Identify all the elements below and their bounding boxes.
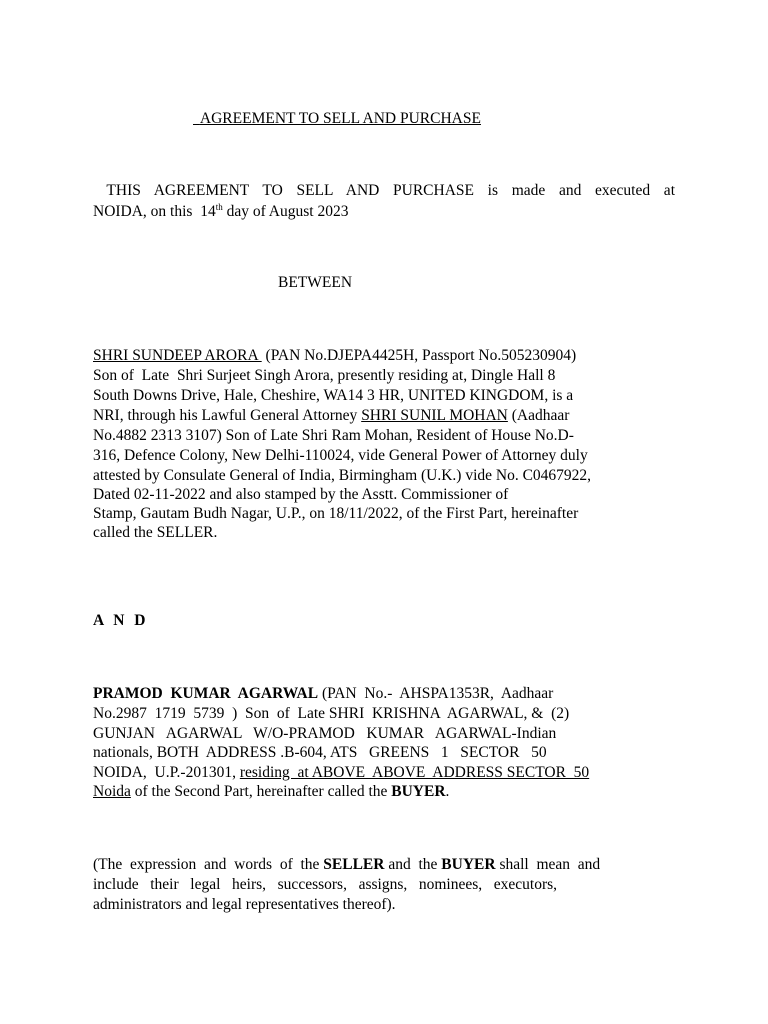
between-heading: BETWEEN — [278, 274, 353, 291]
seller-line-5: No.4882 2313 3107) Son of Late Shri Ram Mohan, Resident of House No.D- — [93, 427, 574, 444]
seller-line-1 — [93, 346, 675, 366]
seller-line-8: Dated 02-11-2022 and also stamped by the Asstt. Commissioner of — [93, 486, 509, 503]
expression-buyer: BUYER — [441, 856, 496, 873]
buyer-address-prefix: NOIDA, U.P.-201301, — [93, 764, 240, 781]
buyer-line-3: GUNJAN AGARWAL W/O-PRAMOD KUMAR AGARWAL-Indian — [93, 725, 557, 742]
buyer-line-5 — [93, 763, 675, 783]
and-heading: A N D — [93, 612, 149, 629]
seller-line-10: called the SELLER. — [93, 524, 218, 541]
buyer-line-4: nationals, BOTH ADDRESS .B-604, ATS GREENS 1 SECTOR 50 — [93, 744, 547, 761]
buyer-line-6 — [93, 782, 675, 802]
buyer-line-2: No.2987 1719 5739 ) Son of Late SHRI KRISHNA AGARWAL, & (2) — [93, 705, 570, 722]
expression-start: (The expression and words of the — [93, 856, 324, 873]
seller-line-4 — [93, 406, 675, 426]
buyer-line-1 — [93, 684, 675, 704]
buyer-name: PRAMOD KUMAR AGARWAL — [93, 685, 319, 702]
attorney-name: SHRI SUNIL MOHAN — [361, 407, 508, 424]
seller-ids: (PAN No.DJEPA4425H, Passport No.505230904) — [261, 347, 577, 364]
seller-name: SHRI SUNDEEP ARORA — [93, 347, 262, 364]
intro-line-2 — [93, 202, 675, 222]
buyer-noida-text: Noida — [93, 783, 131, 800]
seller-attorney-suffix: (Aadhaar — [507, 407, 570, 424]
intro-line-1: THIS AGREEMENT TO SELL AND PURCHASE is made and executed at — [93, 182, 675, 199]
buyer-period: . — [445, 783, 450, 800]
expression-and: and the — [384, 856, 442, 873]
intro-date-suffix: day of August 2023 — [222, 203, 349, 220]
expression-seller: SELLER — [323, 856, 385, 873]
document-title — [193, 109, 481, 129]
seller-line-6: 316, Defence Colony, New Delhi-110024, vide General Power of Attorney duly — [93, 447, 588, 464]
intro-date-prefix: NOIDA, on this 14 — [93, 203, 216, 220]
seller-line-3: South Downs Drive, Hale, Cheshire, WA14 3 HR, UNITED KINGDOM, is a — [93, 387, 574, 404]
buyer-ids: (PAN No.- AHSPA1353R, Aadhaar — [318, 685, 554, 702]
expression-line-2: include their legal heirs, successors, assigns, nominees, executors, — [93, 876, 558, 893]
buyer-second-part: of the Second Part, hereinafter called the — [130, 783, 392, 800]
buyer-residing-text: residing at ABOVE ABOVE ADDRESS SECTOR 50 — [239, 764, 590, 781]
seller-attorney-prefix: NRI, through his Lawful General Attorney — [93, 407, 362, 424]
seller-line-7: attested by Consulate General of India, Birmingham (U.K.) vide No. C0467922, — [93, 467, 592, 484]
expression-end: shall mean and — [495, 856, 601, 873]
buyer-label: BUYER — [391, 783, 446, 800]
title-text: AGREEMENT TO SELL AND PURCHASE — [199, 110, 481, 127]
seller-line-9: Stamp, Gautam Budh Nagar, U.P., on 18/11/2022, of the First Part, hereinafter — [93, 505, 579, 522]
expression-line-1 — [93, 855, 675, 875]
intro-date-superscript: th — [215, 202, 223, 212]
expression-line-3: administrators and legal representatives thereof). — [93, 896, 396, 913]
seller-line-2: Son of Late Shri Surjeet Singh Arora, presently residing at, Dingle Hall 8 — [93, 367, 556, 384]
